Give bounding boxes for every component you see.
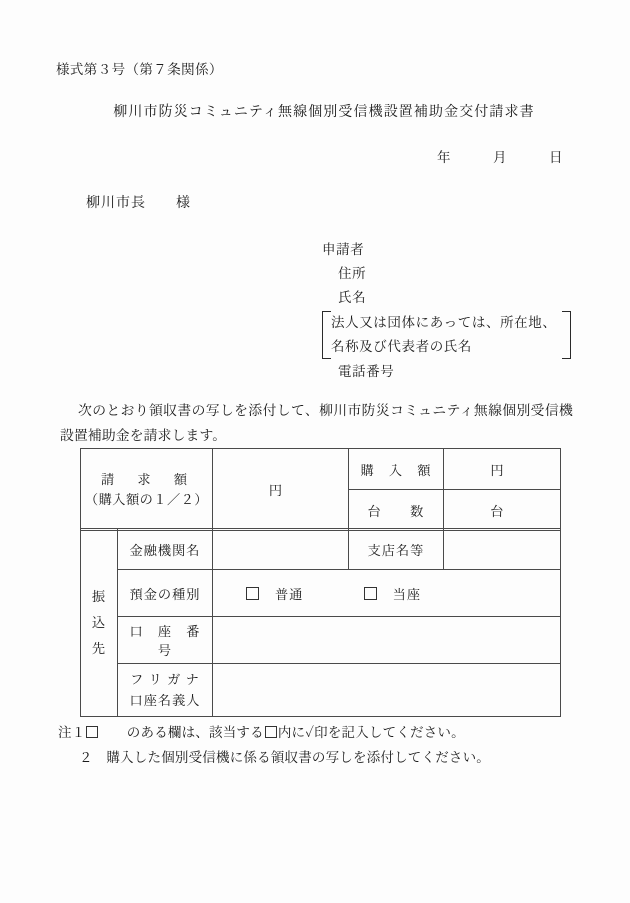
units-count-label: 台 数 — [349, 490, 444, 531]
table-row — [81, 449, 561, 490]
amount-table — [80, 448, 561, 531]
claim-amount-value-cell[interactable] — [213, 449, 349, 531]
applicant-name-label: 氏名 — [338, 290, 367, 305]
applicant-bracket-note — [322, 310, 563, 360]
deposit-option-ordinary[interactable] — [246, 587, 308, 602]
units-count-value-cell[interactable] — [444, 490, 561, 531]
account-holder-name-label: 口座名義人 — [129, 693, 201, 708]
account-number-value-cell[interactable] — [213, 617, 561, 664]
purchase-amount-unit: 円 — [490, 462, 505, 478]
note-2-text: 購入した個別受信機に係る領収書の写しを添付してください。 — [92, 750, 491, 765]
transfer-label-char-1: 振 — [91, 588, 107, 604]
notes-section — [58, 720, 490, 770]
transfer-label-char-2: 込 — [91, 614, 107, 630]
transfer-destination-label — [81, 529, 118, 717]
bank-name-label: 金融機関名 — [118, 529, 213, 570]
purchase-amount-label: 購 入 額 — [349, 449, 444, 490]
checkbox-icon — [265, 726, 277, 738]
note-2-prefix: ２ — [79, 750, 93, 765]
deposit-type-options — [213, 570, 561, 617]
table-row — [81, 529, 561, 570]
form-number: 様式第３号（第７条関係） — [56, 62, 223, 77]
bank-name-value-cell[interactable] — [213, 529, 349, 570]
transfer-label-char-3: 先 — [91, 640, 107, 656]
applicant-address-label: 住所 — [338, 266, 367, 281]
claim-amount-label — [81, 449, 213, 531]
applicant-heading: 申請者 — [322, 242, 365, 257]
purchase-amount-value-cell[interactable] — [444, 449, 561, 490]
table-row — [81, 617, 561, 664]
bracket-note-line-1: 法人又は団体にあっては、所在地、 — [331, 315, 557, 330]
branch-name-value-cell[interactable] — [444, 529, 561, 570]
branch-name-label: 支店名等 — [349, 529, 444, 570]
account-holder-label — [118, 664, 213, 717]
body-paragraph: 次のとおり領収書の写しを添付して、柳川市防災コミュニティ無線個別受信機設置補助金を請求します。 — [60, 403, 573, 443]
table-row — [81, 570, 561, 617]
addressee: 柳川市長 様 — [86, 196, 191, 211]
claim-amount-label-line-1: 請 求 額 — [101, 471, 192, 487]
note-1-part-a: のある欄は、該当する — [99, 725, 264, 740]
table-row — [81, 664, 561, 717]
account-holder-value-cell[interactable] — [213, 664, 561, 717]
checkbox-icon — [86, 726, 98, 738]
bracket-note-line-2: 名称及び代表者の氏名 — [331, 339, 472, 354]
units-count-unit: 台 — [490, 503, 505, 519]
account-number-label: 口 座 番 号 — [118, 617, 213, 664]
applicant-phone-label: 電話番号 — [338, 364, 395, 379]
claim-amount-unit: 円 — [268, 483, 284, 498]
deposit-option-current-label: 当座 — [392, 586, 422, 602]
note-2 — [58, 745, 490, 770]
page-title: 柳川市防災コミュニティ無線個別受信機設置補助金交付請求書 — [113, 105, 535, 120]
checkbox-icon[interactable] — [364, 587, 377, 600]
note-1-part-b: 内に✓印を記入してください。 — [277, 725, 465, 740]
deposit-type-label: 預金の種別 — [118, 570, 213, 617]
claim-amount-label-line-2: （購入額の１／２） — [84, 491, 209, 507]
deposit-option-current[interactable] — [364, 587, 421, 602]
transfer-destination-table — [80, 528, 561, 717]
date-line: 年 月 日 — [437, 150, 563, 165]
applicant-block — [322, 238, 563, 384]
deposit-option-ordinary-label: 普通 — [275, 586, 304, 602]
furigana-label: フ リ ガ ナ — [130, 672, 200, 687]
note-1-prefix: 注１ — [58, 725, 86, 740]
checkbox-icon[interactable] — [246, 587, 259, 600]
note-1 — [58, 720, 490, 745]
